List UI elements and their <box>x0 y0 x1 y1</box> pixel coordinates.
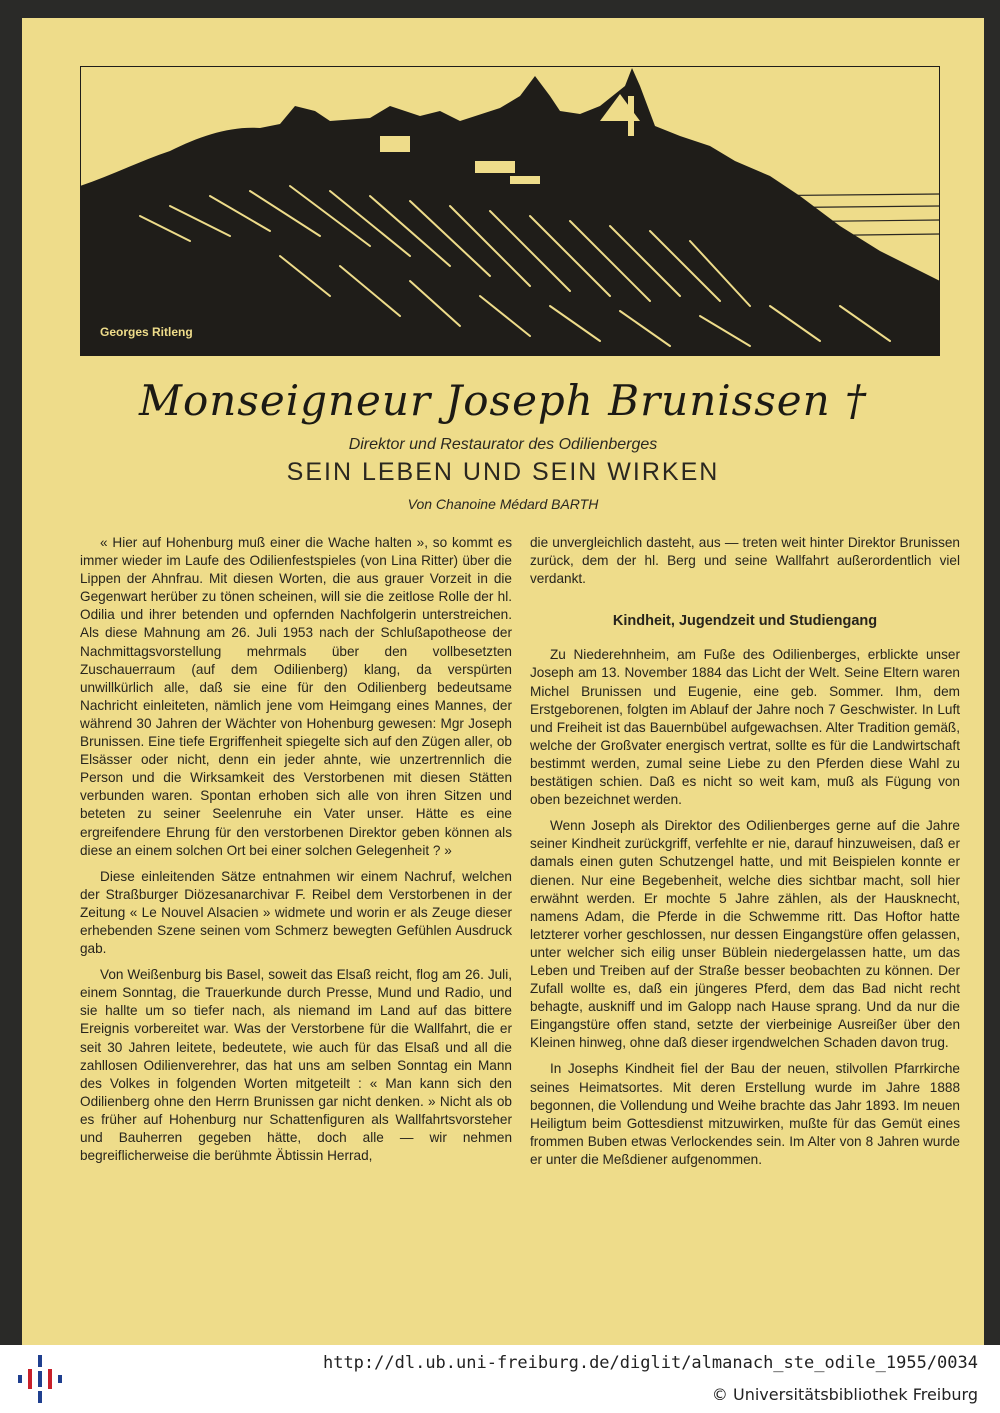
paragraph: « Hier auf Hohenburg muß einer die Wache halten », so kommt es immer wieder im Laufe des Odilienfestspieles (von Lina Ritter) über die Lippen der Ahnfrau. Mit diesen Worten, die aus grauer Vorzeit in die Gegenwart herüber zu tönen scheinen, will sie die zeitlose Rolle der hl. Odilia und ihrer betenden und opfernden Nachfolgerin unterstreichen. Als diese Mahnung am 26. Juli 1953 nach der Schlußapotheose der Nachmittagsvorstellung mehrmals über den vollbesetzten Zuschauerraum (auf dem Odilienberg) klang, da verspürten unwillkürlich alle, daß sie eine für den Odilienberg bedeutsame Nachricht einleiteten, nämlich jene vom Heimgang eines Mannes, der während 30 Jahren der Wächter von Hohenburg gewesen: Mgr Joseph Brunissen. Eine tiefe Ergriffenheit spiegelte sich auf den Zügen aller, ob Elsässer oder nicht, denn ein jeder ahnte, wie unzertrennlich die Person und die Wirksamkeit des Verstorbenen mit diesen Stätten verbunden waren. Spontan erhoben sich alle von ihren Sitzen und beteten zu seiner Seelenruhe ein Vater unser. Hätte es eine ergreifendere Ehrung für den verstorbenen Direktor geben können als diese an einem solchen Ort bei einer solchen Gelegenheit ? » <box>80 535 512 858</box>
source-url[interactable]: http://dl.ub.uni-freiburg.de/diglit/almanach_ste_odile_1955/0034 <box>322 1353 978 1373</box>
left-column <box>80 534 512 1173</box>
paragraph: Zu Niederehnheim, am Fuße des Odilienberges, erblickte unser Joseph am 13. November 1884 das Licht der Welt. Seine Eltern waren Michel Brunissen und Eugenie, eine geb. Sommer. Ihm, dem Erstgeborenen, folgten im Ablauf der Jahre noch 7 Geschwister. In Luft und Freiheit ist das Bauernbübel aufgewachsen. Alter Tradition gemäß, welche der Großvater energisch vertrat, sollte es für die Landwirtschaft bestimmt werden, zumal seine Liebe zu den Pferden diese Wahl zu bestätigen schien. Daß es nicht so weit kam, muß als Fügung von oben bezeichnet werden. <box>530 647 960 808</box>
article-title: Monseigneur Joseph Brunissen † <box>138 376 868 425</box>
copyright-notice: © Universitätsbibliothek Freiburg <box>711 1385 978 1404</box>
woodcut-illustration <box>80 66 940 356</box>
document-page <box>22 18 984 1345</box>
artist-signature: Georges Ritleng <box>100 325 193 339</box>
viewer-footer <box>0 1345 1000 1413</box>
article-subtitle: Direktor und Restaurator des Odilienberges <box>348 436 658 453</box>
paragraph: In Josephs Kindheit fiel der Bau der neuen, stilvollen Pfarrkirche seines Heimatsortes. Mit deren Erstellung wurde im Jahre 1888 begonnen, die Vollendung und Weihe brachte das Jahr 1893. Im neuen Heiligtum beim Gottesdienst mitzuwirken, mußte für das Gemüt eines frommen Buben etwas Verlockendes sein. Im Alter von 8 Jahren wurde er unter die Meßdiener aufgenommen. <box>530 1061 960 1167</box>
paragraph: Wenn Joseph als Direktor des Odilienberges gerne auf die Jahre seiner Kindheit zurückgriff, verfehlte er nie, darauf hinzuweisen, daß er damals einen guten Schutzengel hatte, und mit Beispielen konnte er dienen. Nur eine Begebenheit, welche dies sichtbar macht, soll hier erwähnt werden. Er mochte 5 Jahre zählen, als der Hausknecht, namens Adam, die Pferde in die Schwemme ritt. Das Hoftor hatte letzterer vorher geschlossen, nur dessen Eingangstüre offen gelassen, unter welcher sich eilig unser Büblein niedergelassen hatte, um das Leben und Treiben auf der Straße besser beobachten zu können. Der Zufall wollte es, daß ein jüngeres Pferd, dem das Bad nicht recht behagte, auskniff und im Galopp nach Hause sprang. Und da nur die Eingangstüre offen stand, setzte der vierbeinige Ausreißer über den Kleinen hinweg, ohne daß dieser irgendwelchen Schaden davon trug. <box>530 818 960 1051</box>
article-heading: SEIN LEBEN UND SEIN WIRKEN <box>286 458 720 486</box>
paragraph-continued: die unvergleichlich dasteht, aus — treten weit hinter Direktor Brunissen zurück, dem der hl. Berg und seine Wallfahrt außerordentlich viel verdankt. <box>530 535 960 587</box>
section-heading: Kindheit, Jugendzeit und Studiengang <box>612 613 878 630</box>
paragraph: Diese einleitenden Sätze entnahmen wir einem Nachruf, welchen der Straßburger Diözesanarchivar F. Reibel dem Verstorbenen in der Zeitung « Le Nouvel Alsacien » widmete und worin er als Zeuge dieser erhebenden Szene seinen vom Schmerz bewegten Gefühlen Ausdruck gab. <box>80 868 512 957</box>
library-logo-icon <box>12 1351 68 1407</box>
article-byline: Von Chanoine Médard BARTH <box>407 496 599 512</box>
right-column <box>530 534 960 1177</box>
paragraph: Von Weißenburg bis Basel, soweit das Elsaß reicht, flog am 26. Juli, einem Sonntag, die Trauerkunde durch Presse, Mund und Radio, und sie hallte um so tiefer nach, als niemand im Land auf das bittere Ereignis vorbereitet war. Was der Verstorbene für die Wallfahrt, die er seit 30 Jahren leitete, bedeutete, wie auch für das Elsaß und all die zahllosen Odilienverehrer, das hat uns am selben Sonntag ein Mann des Volkes in folgenden Worten mitgeteilt : « Man kann sich den Odilienberg ohne den Herrn Brunissen gar nicht denken. » Nicht als ob es früher auf Hohenburg nur Schattenfiguren als Wallfahrtsvorsteher und Bauherren gegeben hätte, doch alle — wir nehmen begreiflicherweise die berühmte Äbtissin Herrad, <box>80 967 512 1164</box>
